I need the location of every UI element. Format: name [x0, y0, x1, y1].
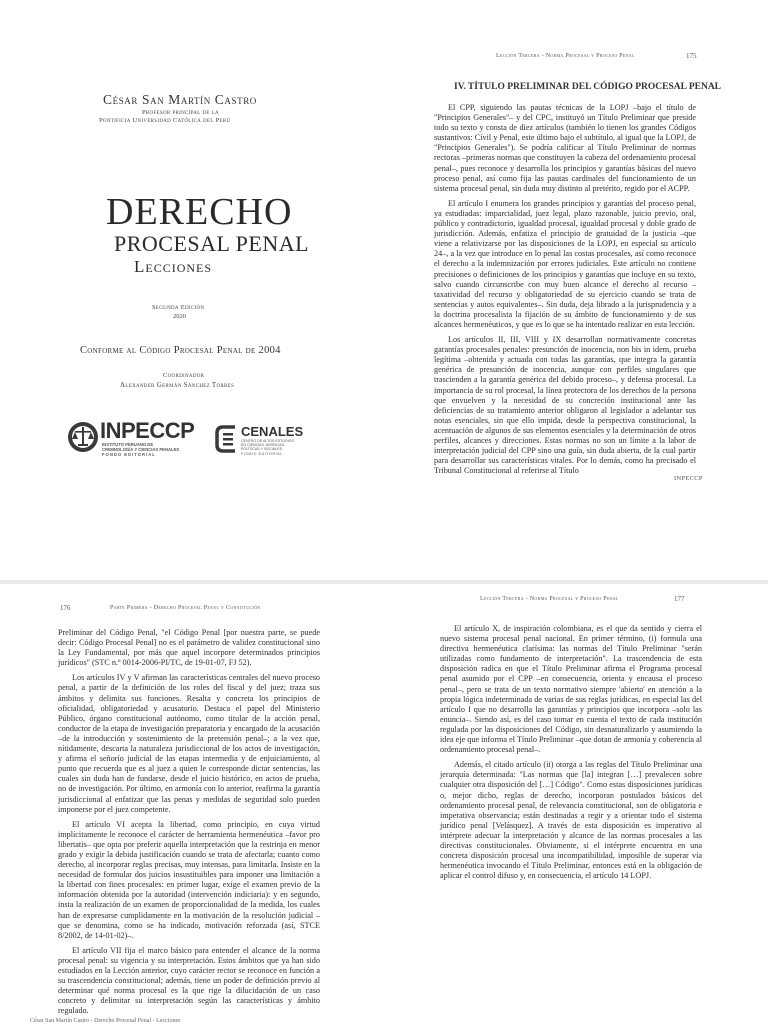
book-subtitle: PROCESAL PENAL [114, 231, 310, 256]
cenales-logo-sub1: CENTRO DE ALTOS ESTUDIOS [241, 439, 294, 443]
page-176-body [58, 628, 320, 1016]
cropped-footer-text: César San Martín Castro - Derecho Procesal Penal - Lecciones [30, 1018, 181, 1024]
cenales-logo-sub4: FONDO EDITORIAL [241, 451, 283, 456]
paragraph: El CPP, siguiendo las pautas técnicas de la LOPJ –bajo el título de "Principios Generales"– y del CPC, instituyó un Título Preliminar que preside todo su texto y consta de diez artículos (también lo tienen los grandes Códigos sustantivos: Civil y Penal, este último bajo el subtítulo, al igual que la LOPJ, de "Principios Generales"). Se podría calificar al Título Preliminar de normas rectoras –primeras normas que constituyen la cabeza del ordenamiento procesal penal–, pues reconoce y desarrolla los principios y garantías básicas del nuevo proceso penal, así como fija las pautas cardinales del funcionamiento de un sistema procesal penal, sin duda muy distinto al pretérito, regido por el ACPP. [434, 103, 696, 193]
edition-label: Segunda Edición [152, 304, 205, 311]
page-176 [0, 584, 384, 1024]
author-position: Profesor principal de la [142, 109, 219, 116]
book-title: DERECHO [106, 191, 293, 233]
footer-publisher-mark: INPECCP [674, 475, 703, 482]
page-175 [384, 0, 768, 580]
coordinator-name: Alexander Germán Sánchez Torres [120, 381, 235, 389]
page-177 [384, 584, 768, 1024]
cenales-logo-sub3: POLÍTICAS Y SOCIALES [241, 447, 283, 452]
scales-emblem-icon [66, 420, 100, 454]
paragraph: El artículo X, de inspiración colombiana, es el que da sentido y cierra el nuevo sistema procesal penal nacional. En primer término, (i) formula una directiva hermenéutica clarísima: las normas del Título Preliminar "serán utilizadas como fundamento de interpretación". La trascendencia de esta disposición radica en que el Título Preliminar afirma el Programa procesal penal asumido por el CPP –en consecuencia, orienta y encausa el proceso penal–, pero se trata de un texto normativo siempre 'abierto' en atención a la propia lógica indeterminada de varias de sus reglas jurídicas, en especial las del artículo I que no desarrolla las garantías y principios que incorpora –solo las enuncia–. Siendo así, es del caso tomar en cuenta el texto de cada institución regulada por las disposiciones del Código, sin desnaturalizarlo y asumiendo la idea eje que informa el Título Preliminar –que dotan de armonía y coherencia al ordenamiento procesal penal–. [440, 624, 702, 755]
inpeccp-logo-sub3: FONDO EDITORIAL [102, 452, 156, 457]
inpeccp-logo-sub1: INSTITUTO PERUANO DE [102, 442, 154, 447]
paragraph: Los artículos IV y V afirman las características centrales del nuevo proceso penal, a partir de la definición de los roles del fiscal y del juez; traza sus ámbitos y delimita sus funciones. Resalta y concreta los principios de oficialidad, obligatoriedad y acusatorio. Destaca el papel del Ministerio Público, órgano constitucional autónomo, como titular de la acción penal, conductor de la etapa de investigación preparatoria y encargado de la acusación –de la introducción y sostenimiento de la pretensión penal–; a la vez que, nítidamente, descarta la naturaleza jurisdiccional de los actos de investigación, y afirma el señorío judicial de las etapas intermedia y de enjuiciamiento, al punto que recuerda que es al juez a quien le corresponde dictar sentencias, las cuales sin duda han de fundarse, desde el juicio histórico, en actos de prueba, no de investigación. Por último, en armonía con lo anterior, reafirma la garantía jurisdiccional al enfatizar que las penas y medidas de seguridad solo pueden imponerse por el juez competente. [58, 673, 320, 814]
coordinator-label: Coordinador [163, 372, 205, 379]
paragraph: Los artículos II, III, VIII y IX desarrollan normativamente concretas garantías procesales penales: presunción de inocencia, non bis in idem, prueba legítima –obtenida y actuada con todas las garantías, que integra la garantía genérica de presunción de inocencia, aunque con perfiles singulares que trascienden a la garantía genérica del debido proceso–, y defensa procesal. La importancia de su rol procesal, la línea protectora de los derechos de la persona que envuelven y la necesidad de su concreción institucional ante las deficiencias de su tratamiento anterior obligaron al legislador a adelantar sus notas esenciales, sin que ello impida, desde la perspectiva constitucional, la acentuación de algunos de sus elementos esenciales y la determinación de otros perfiles, alcances y direcciones. Estas normas no son un límite a la labor de interpretación judicial del CPP sino una guía, sin duda abierta, de la cual partir para desarrollar sus características vitales. Por lo demás, como ha precisado el Tribunal Constitucional al referirse al Título [434, 335, 696, 476]
cenales-logo-name: CENALES [241, 424, 304, 439]
inpeccp-logo [66, 418, 196, 458]
edition-year: 2020 [173, 313, 186, 320]
cover-page [0, 0, 384, 580]
author-university: Pontificia Universidad Católica del Perú [99, 117, 231, 124]
paragraph: Además, el citado artículo (ii) otorga a las reglas del Título Preliminar una jerarquía determinada: "Las normas que [la] integran […] prevalecen sobre cualquier otra disposición del […] Código". Como estas disposiciones jurídicas o, mejor dicho, reglas de derecho, incorporan postulados básicos del ordenamiento procesal penal, de relevancia constitucional, son de obligatoria e imperativa observancia; están destinadas a regir y a orientar todo el sistema jurídico penal [Velásquez]. A través de esta disposición es imperativo al intérprete adecuar la interpretación y alcance de las normas procesales a las directivas constitucionales. Obviamente, si el intérprete encuentra en una concreta disposición procesal una incompatibilidad, imposible de superar vía hermenéutica invocando el Título Preliminar, entonces está en la obligación de aplicar el control difuso y, en consecuencia, el artículo 14 LOPJ. [440, 760, 702, 881]
cenales-logo-sub2: EN CIENCIAS JURÍDICAS, [241, 443, 285, 448]
page-number: 176 [60, 604, 71, 612]
page-number: 177 [674, 595, 685, 603]
running-head: Lección Tercera - Norma Procesal y Proceso Penal [496, 53, 635, 59]
inpeccp-logo-name: INPECCP [100, 418, 195, 443]
page-175-body [434, 103, 696, 476]
paragraph: Preliminar del Código Penal, "el Código Penal [por nuestra parte, se puede decir: Código Procesal Penal] no es el parámetro de validez constitucional sino la Ley Fundamental, por más que aquel incorpore determinados principios jurídicos" (STC n.º 0014-2006-PI/TC, de 19-01-07, FJ 52). [58, 628, 320, 668]
conforme-line: Conforme al Código Procesal Penal de 2004 [80, 345, 281, 356]
page-number: 175 [686, 52, 697, 60]
book-lessons: Lecciones [134, 257, 213, 276]
running-head: Lección Tercera - Norma Procesal y Proceso Penal [480, 596, 619, 602]
page-177-body [440, 624, 702, 884]
inpeccp-logo-sub2: CRIMINOLOGÍA Y CIENCIAS PENALES [102, 447, 180, 452]
cenales-logo [215, 422, 325, 458]
paragraph: El artículo VII fija el marco básico para entender el alcance de la norma procesal penal: su vigencia y su interpretación. Estos ámbitos que ya han sido estudiados en la Lección anterior, cuyo carácter rector se reconoce en función a su trascendencia constitucional; además, tiene un poder de definición previo al determinar qué norma procesal es la que rige la dilucidación de un caso concreto y delimitar su interpretación según las características y ámbito regulado. [58, 945, 320, 1016]
cenales-emblem-icon [215, 424, 239, 454]
paragraph: El artículo VI acepta la libertad, como principio, en cuya virtud implícitamente le reconoce el carácter de herramienta hermenéutica –favor pro libertatis– que opta por preferir aquella interpretación que la restrinja en menor grado y exigir la debida justificación cuando se trata de afectarla; cuanto como derecho, al incorporar reglas precisas, muy intensas, para limitarla. Insiste en la necesidad de formular dos juicios insustituibles para imponer una limitación a la libertad con fines procesales: en primer lugar, exige el examen previo de la información obtenida por la autoridad (intervención indiciaria): y en segundo, insta la realización de un examen de proporcionalidad de la medida, los cuales han de expresarse cumplidamente en la motivación de la resolución judicial –que se denomina, como se ha indicado, motivación reforzada (así, STCE 8/2002, de 14-01-02)–. [58, 819, 320, 940]
running-head: Parte Primera - Derecho Procesal Penal y Constitución [110, 605, 261, 611]
section-heading: IV. TÍTULO PRELIMINAR DEL CÓDIGO PROCESAL PENAL [454, 82, 722, 92]
author-name: César San Martín Castro [103, 92, 257, 107]
paragraph: El artículo I enumera los grandes principios y garantías del proceso penal, ya estudiadas: imparcialidad, juez legal, plazo razonable, juicio previo, oral, público y contradictorio, igualdad procesal, igualdad procesal y doble grado de jurisdicción. Además, enfatiza el principio de gratuidad de la justicia –que viene a relativizarse por las disposiciones de la LOPJ, en especial su artículo 24–, a la vez que introduce en lo penal las costas procesales, así como reconoce el derecho a la indemnización por errores judiciales. Este artículo no contiene precisiones o definiciones de los principios y garantías que incluye en su texto, salvo cuando circunscribe con muy buen alcance el derecho al recurso –taxatividad del recurso y obligatoriedad de su ejercicio cuando se trata de sentencias y autos equivalentes–. Sin duda, deja librado a la jurisprudencia y a la doctrina procesalista la fijación de su ámbito de funcionamiento y de sus alcances hermenéuticos, y que es lo que se ha intentado realizar en esta lección. [434, 198, 696, 329]
